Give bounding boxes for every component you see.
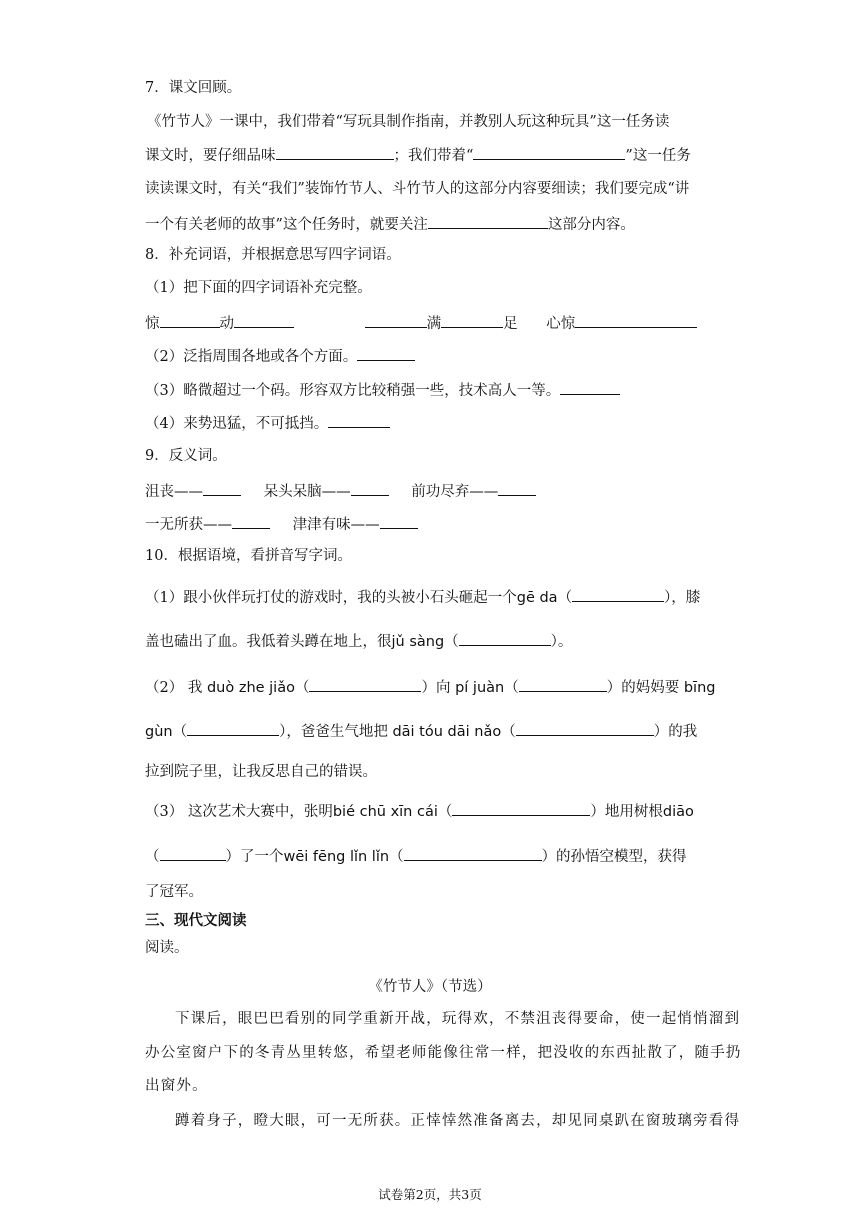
q10-s2-line2 xyxy=(145,720,697,742)
q10-s3-line3: 了冠军。 xyxy=(145,884,203,900)
q10-s3-text-d: ）的孙悟空模型，获得 xyxy=(541,849,687,865)
answer-blank[interactable] xyxy=(276,144,394,160)
answer-blank[interactable] xyxy=(498,480,536,496)
page-footer: 试卷第2页，共3页 xyxy=(378,1187,482,1202)
q8-word1-a: 惊 xyxy=(145,316,160,332)
paren-open: （ xyxy=(172,724,188,740)
q9-row2 xyxy=(145,513,418,535)
q9-item4: 一无所获—— xyxy=(145,517,232,533)
q9-item5: 津津有味—— xyxy=(292,517,380,533)
passage-line: 办公室窗户下的冬青丛里转悠，希望老师能像往常一样，把没收的东西扯散了，随手扔 xyxy=(145,1045,742,1061)
q8-word2-a: 满 xyxy=(426,316,442,332)
pinyin: wēi fēng lǐn lǐn xyxy=(283,849,390,865)
section-heading: 三、现代文阅读 xyxy=(145,912,247,929)
q7-line2-a: 课文时，要仔细品味 xyxy=(145,148,276,164)
q7-line4-a: 一个有关老师的故事”这个任务时，就要关注 xyxy=(145,217,428,233)
passage-line: 蹲着身子，瞪大眼，可一无所获。正悻悻然准备离去，却见同桌趴在窗玻璃旁看得 xyxy=(175,1113,741,1129)
pinyin: dāi tóu dāi nǎo xyxy=(392,724,502,740)
q10-s2-line3: 拉到院子里，让我反思自己的错误。 xyxy=(145,764,377,780)
q8-part3-text: （3）略微超过一个码。形容双方比较稍强一些，技术高人一等。 xyxy=(145,383,561,399)
pinyin: pí juàn xyxy=(455,680,505,696)
q10-s2-text-d: ），爸爸生气地把 xyxy=(279,724,388,740)
answer-blank[interactable] xyxy=(365,312,427,328)
q10-s3-line2 xyxy=(145,845,687,867)
q8-word3-a: 心惊 xyxy=(546,316,576,332)
q7-line4 xyxy=(145,213,635,235)
answer-blank[interactable] xyxy=(357,345,415,361)
q10-s2-text-b: 向 xyxy=(435,680,451,696)
pinyin: duò zhe jiǎo xyxy=(206,680,295,696)
answer-blank[interactable] xyxy=(428,213,548,229)
answer-blank[interactable] xyxy=(519,676,607,692)
q9-item3: 前功尽弃—— xyxy=(411,484,499,500)
answer-blank[interactable] xyxy=(328,412,390,428)
q10-s3-line1 xyxy=(145,800,694,822)
pinyin: gùn xyxy=(145,724,173,740)
pinyin: diāo xyxy=(662,804,694,820)
q7-line2-c: ”这一任务 xyxy=(625,148,691,164)
passage-title: 《竹节人》（节选） xyxy=(368,979,492,995)
answer-blank[interactable] xyxy=(572,586,664,602)
passage-line: 下课后，眼巴巴看别的同学重新开战，玩得欢，不禁沮丧得要命，使一起悄悄溜到 xyxy=(175,1011,741,1027)
paren-open: （ xyxy=(444,634,459,650)
q10-s1-text-c: 盖也磕出了血。我低着头蹲在地上，很 xyxy=(145,634,392,650)
passage-line: 出窗外。 xyxy=(145,1078,208,1094)
q10-s1-line2 xyxy=(145,630,572,652)
paren-open: （ xyxy=(504,680,519,696)
q10-s3-text-c: ）了一个 xyxy=(225,849,284,865)
q8-part2 xyxy=(145,345,415,367)
q7-title: 7．课文回顾。 xyxy=(145,80,242,96)
answer-blank[interactable] xyxy=(560,379,620,395)
answer-blank[interactable] xyxy=(441,312,503,328)
q10-s1-line1 xyxy=(145,586,700,608)
q9-title: 9．反义词。 xyxy=(145,448,227,464)
answer-blank[interactable] xyxy=(351,480,389,496)
paren-open: （ xyxy=(145,849,160,865)
answer-blank[interactable] xyxy=(452,800,590,816)
q10-s2-text-c: 的妈妈要 xyxy=(621,680,680,696)
q7-line2 xyxy=(145,144,691,166)
q10-s3-text-a: （3） 这次艺术大赛中，张明 xyxy=(145,804,333,820)
section-intro: 阅读。 xyxy=(145,940,189,956)
q8-part4-text: （4）来势迅猛，不可抵挡。 xyxy=(145,416,329,432)
q10-s1-text-a: （1）跟小伙伴玩打仗的游戏时，我的头被小石头砸起一个 xyxy=(145,590,517,606)
answer-blank[interactable] xyxy=(380,513,418,529)
paren-open: （ xyxy=(294,680,310,696)
q9-item2: 呆头呆脑—— xyxy=(263,484,351,500)
q10-s2-text-e: ）的我 xyxy=(653,724,698,740)
pinyin: bié chū xīn cái xyxy=(332,804,438,820)
answer-blank[interactable] xyxy=(309,676,421,692)
q10-s1-text-d: ）。 xyxy=(550,634,573,650)
q9-row1 xyxy=(145,480,536,502)
answer-blank[interactable] xyxy=(516,720,654,736)
paren-open: （ xyxy=(501,724,516,740)
q8-words xyxy=(145,312,697,334)
answer-blank[interactable] xyxy=(203,480,241,496)
q8-part1: （1）把下面的四字词语补充完整。 xyxy=(145,280,372,296)
q8-word2-b: 足 xyxy=(503,316,518,332)
pinyin: jǔ sàng xyxy=(391,634,445,650)
q9-item1: 沮丧—— xyxy=(145,484,203,500)
paren-open: （ xyxy=(557,590,573,606)
paren-open: （ xyxy=(437,804,453,820)
q8-part4 xyxy=(145,412,390,434)
answer-blank[interactable] xyxy=(232,513,270,529)
q7-line4-b: 这部分内容。 xyxy=(547,217,635,233)
q8-part3 xyxy=(145,379,620,401)
pinyin: bīng xyxy=(683,680,716,696)
answer-blank[interactable] xyxy=(473,144,625,160)
q10-title: 10．根据语境，看拼音写字词。 xyxy=(145,548,352,564)
q8-part2-text: （2）泛指周围各地或各个方面。 xyxy=(145,349,358,365)
q8-word1-b: 动 xyxy=(219,316,234,332)
q7-line3: 读读课文时，有关“我们”装饰竹节人、斗竹节人的这部分内容要细读；我们要完成“讲 xyxy=(145,181,690,197)
q10-s1-text-b: ），膝 xyxy=(664,590,701,606)
q10-s3-text-b: ）地用树根 xyxy=(590,804,663,820)
answer-blank[interactable] xyxy=(187,720,279,736)
q7-line1: 《竹节人》一课中，我们带着“写玩具制作指南，并教别人玩这种玩具”这一任务读 xyxy=(147,114,670,130)
paren-open: （ xyxy=(389,849,404,865)
q10-s2-line1: （2） 我 duò zhe jiǎo（ ）向 pí juàn（ ）的妈妈要 bīng xyxy=(145,676,715,698)
q7-line2-b: ；我们带着“ xyxy=(393,148,474,164)
answer-blank[interactable] xyxy=(575,312,697,328)
answer-blank[interactable] xyxy=(160,845,226,861)
answer-blank[interactable] xyxy=(160,312,220,328)
answer-blank[interactable] xyxy=(404,845,542,861)
answer-blank[interactable] xyxy=(459,630,551,646)
answer-blank[interactable] xyxy=(234,312,294,328)
pinyin: gē da xyxy=(516,590,558,606)
q8-title: 8．补充词语，并根据意思写四字词语。 xyxy=(145,247,401,263)
q10-s2-text-a: （2） 我 xyxy=(145,680,203,696)
